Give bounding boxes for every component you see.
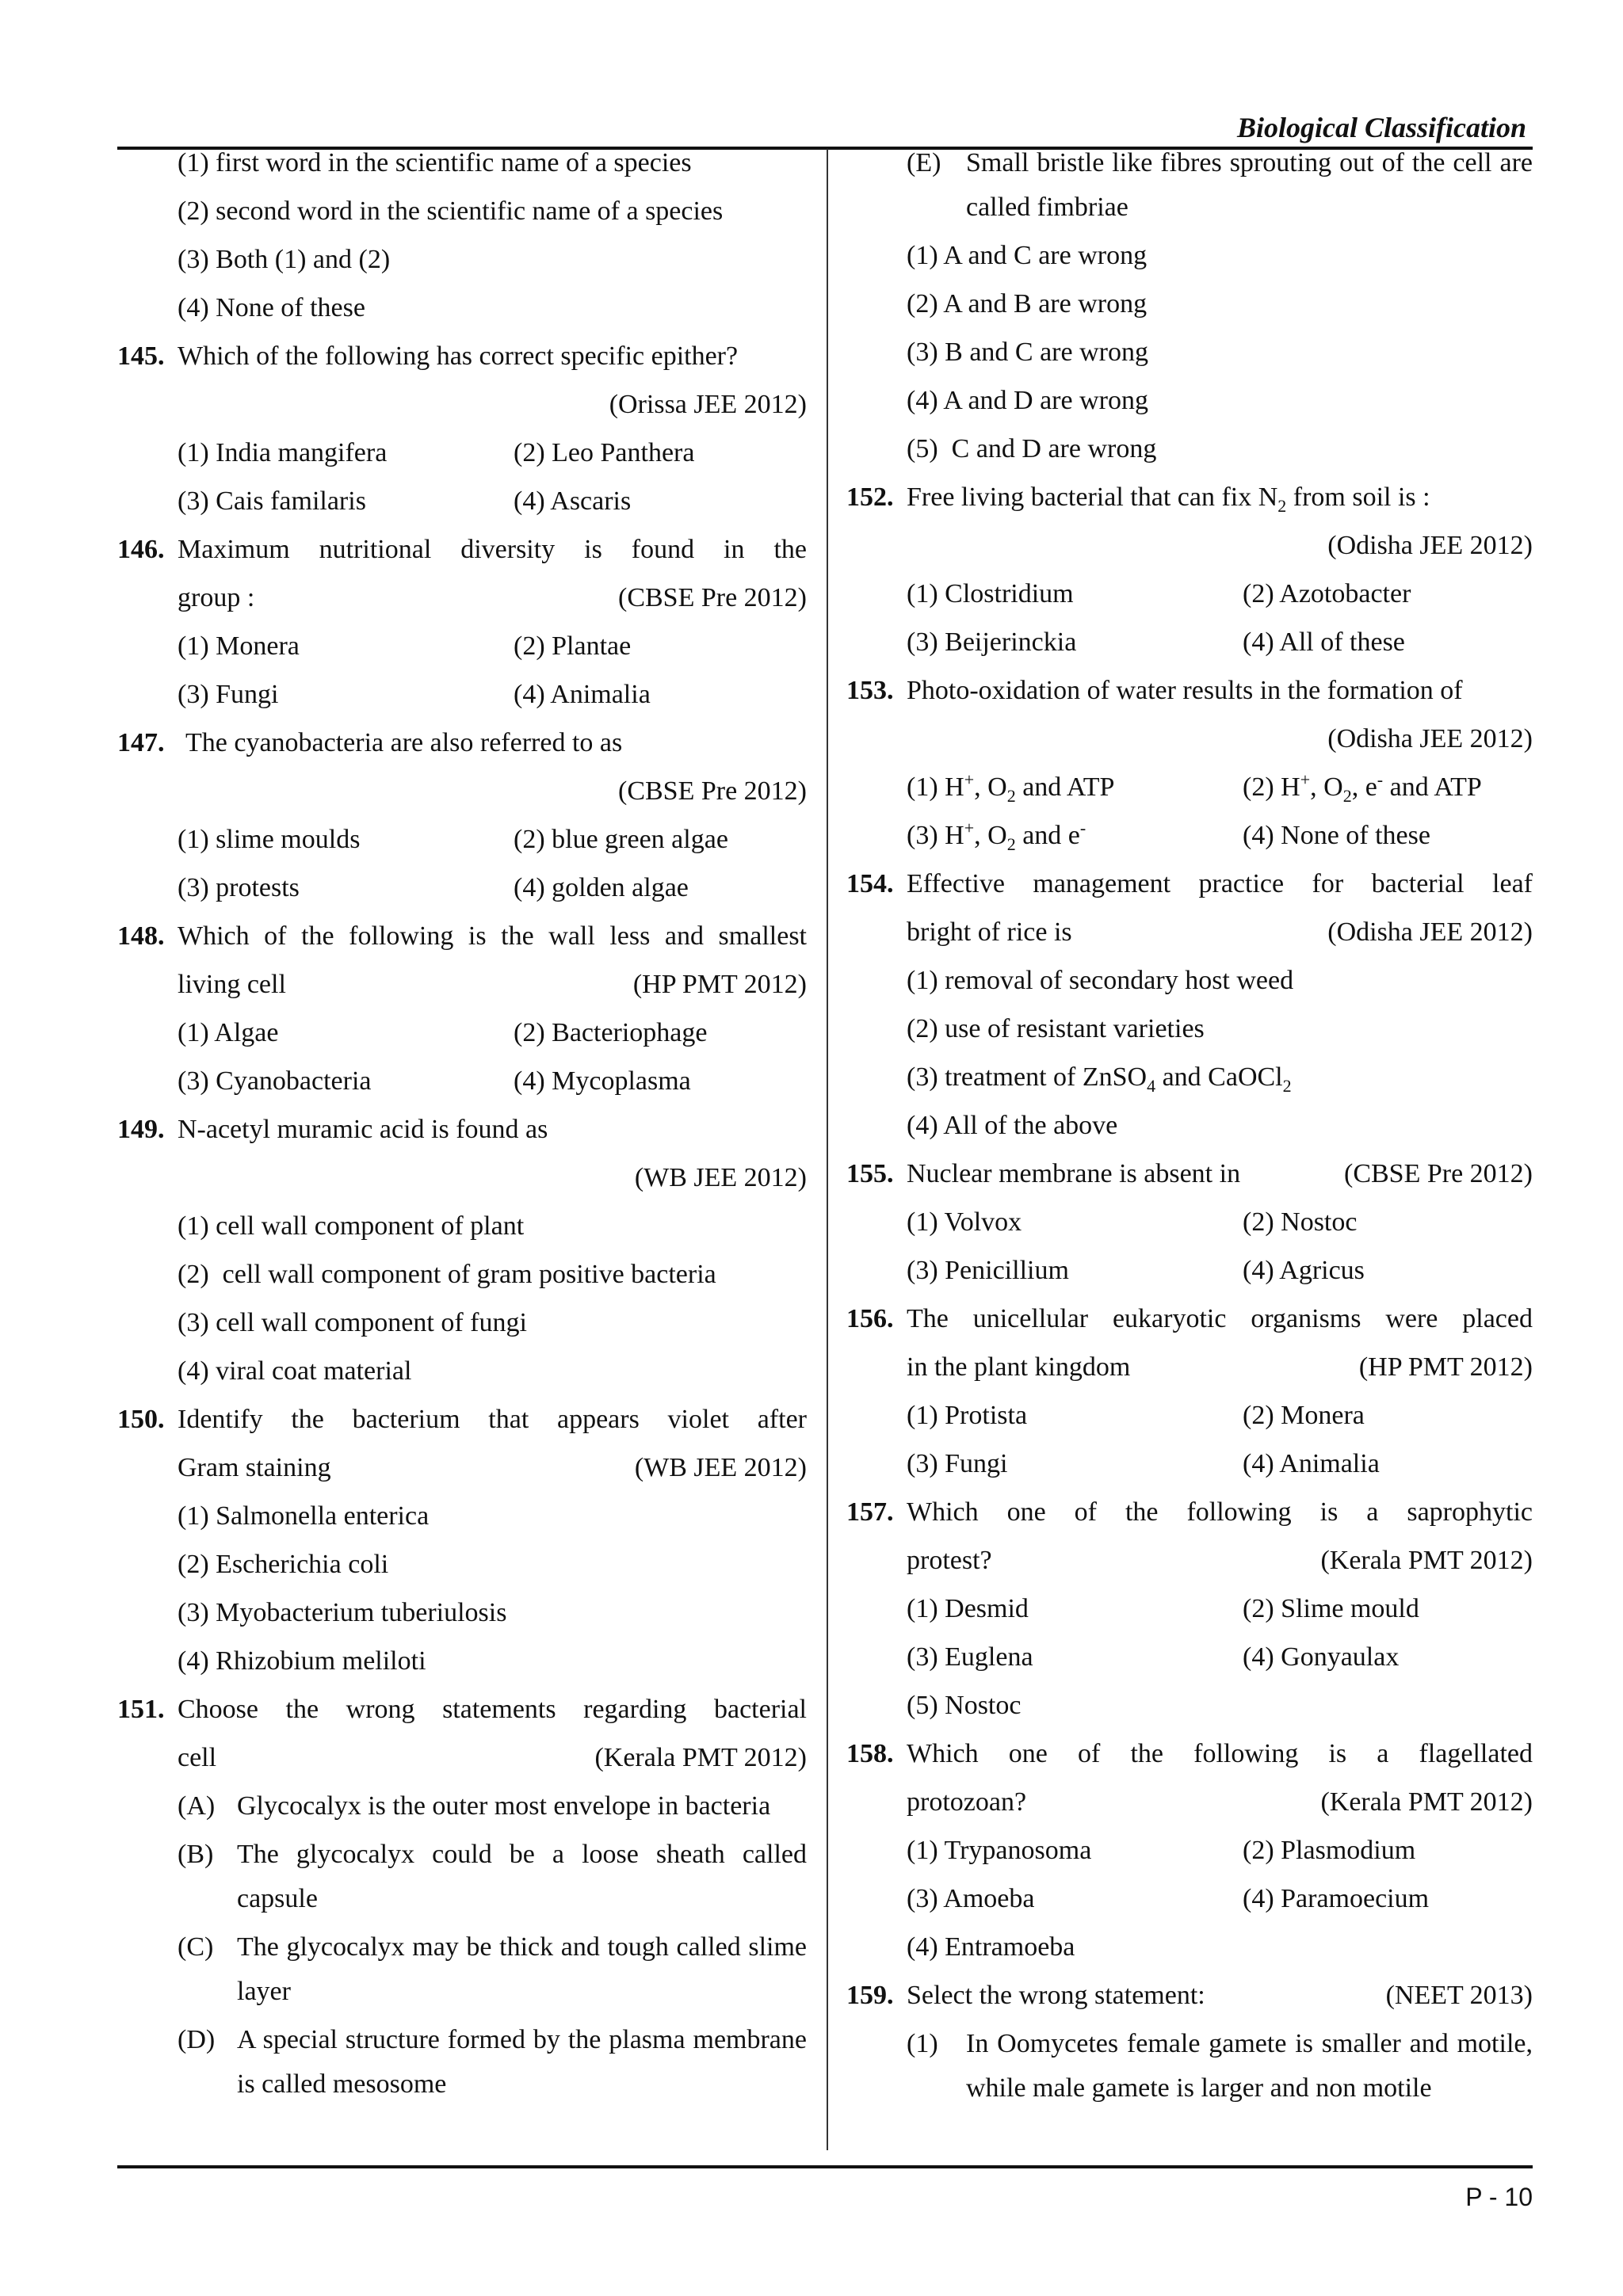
question-number: 157. [846,1497,894,1527]
source-tag: (NEET 2013) [1385,1981,1533,2010]
question-text: Gram staining [178,1453,331,1482]
question-number: 150. [117,1405,165,1434]
question-text: Maximum nutritional diversity is found in the [178,535,807,564]
statement-b: (B) The glycocalyx could be a loose sheath called capsule [178,1840,807,1913]
question-text: The cyanobacteria are also referred to as [185,728,623,757]
source-tag: (Odisha JEE 2012) [1327,917,1533,947]
question-147 [117,721,807,914]
option: (1) Algae [178,1018,279,1047]
question-number: 145. [117,341,165,371]
question-number: 156. [846,1304,894,1333]
option: (4) Animalia [514,680,651,709]
option: (4) Ascaris [514,486,632,516]
option: (3) cell wall component of fungi [178,1308,527,1337]
option: (4) Paramoecium [1243,1884,1430,1913]
option: (1) Volvox [907,1207,1022,1237]
question-number: 151. [117,1695,165,1724]
question-number: 158. [846,1739,894,1768]
question-text: Free living bacterial that can fix $N_2$ from soil is : [907,482,1430,516]
question-text: Which one of the following is a flagellated [907,1739,1533,1768]
option: (4) All of the above [907,1111,1118,1140]
option: (3) Cyanobacteria [178,1066,372,1096]
source-tag: (CBSE Pre 2012) [618,776,807,806]
question-text: cell [178,1743,217,1772]
option: (2) Plasmodium [1243,1836,1416,1865]
option: (1) removal of secondary host weed [907,966,1294,995]
statement-a: (A) Glycocalyx is the outer most envelope in bacteria [178,1791,771,1821]
option: (3) Fungi [178,680,279,709]
question-text: Effective management practice for bacterial leaf [907,869,1533,898]
source-tag: (WB JEE 2012) [634,1453,807,1482]
option: (3) Myobacterium tuberiulosis [178,1598,507,1627]
option: (1) slime moulds [178,825,361,854]
option: (3) Both (1) and (2) [178,245,391,274]
option: (4) Entramoeba [907,1932,1075,1962]
statement-1: (1) In Oomycetes female gamete is smaller and motile, while male gamete is larger and non motile [907,2029,1533,2103]
source-tag: (CBSE Pre 2012) [618,583,807,612]
question-number: 146. [117,535,165,564]
option: (4) Agricus [1243,1256,1365,1285]
option: (2) Slime mould [1243,1594,1419,1623]
option: (1) Clostridium [907,579,1074,608]
option: (5) C and D are wrong [907,434,1157,463]
option: (2) Escherichia coli [178,1550,389,1579]
option: (3) Euglena [907,1642,1033,1672]
option: (3) Penicillium [907,1256,1069,1285]
option: (2) blue green algae [514,825,728,854]
option: (2) Azotobacter [1243,579,1411,608]
option: (3) B and C are wrong [907,338,1148,367]
question-number: 159. [846,1981,894,2010]
question-153 [846,669,1533,862]
option: (2) Nostoc [1243,1207,1358,1237]
question-152 [846,475,1533,669]
statement-d: (D) A special structure formed by the plasma membrane is called mesosome [178,2025,807,2099]
question-text: protest? [907,1546,992,1575]
question-150 [117,1398,807,1688]
option: (1) A and C are wrong [907,241,1148,270]
option: (4) Animalia [1243,1449,1380,1478]
question-text: N-acetyl muramic acid is found as [178,1115,548,1144]
option: (3) protests [178,873,300,902]
question-text: group : [178,583,255,612]
source-tag: (Kerala PMT 2012) [1320,1546,1533,1575]
option: (3) Fungi [907,1449,1008,1478]
option: (1) Desmid [907,1594,1029,1623]
question-158 [846,1732,1533,1974]
left-column [117,141,807,2111]
option: (2) Bacteriophage [514,1018,708,1047]
question-number: 148. [117,921,165,951]
question-156 [846,1297,1533,1490]
source-tag: (WB JEE 2012) [634,1163,807,1192]
option: (4) All of these [1243,627,1405,657]
option: (4) None of these [178,293,365,322]
question-146 [117,528,807,721]
question-text: Which one of the following is a saprophytic [907,1497,1533,1527]
question-number: 147. [117,728,165,757]
option: (3) H+, $O_2$ and e- [907,818,1086,854]
option: (2) Plantae [514,631,632,661]
question-text: Photo-oxidation of water results in the formation of [907,676,1463,705]
source-tag: (Kerala PMT 2012) [594,1743,807,1772]
question-text: in the plant kingdom [907,1352,1131,1382]
question-159 [846,1974,1533,2111]
option: (2) Leo Panthera [514,438,695,467]
question-text: living cell [178,970,286,999]
option: (1) Protista [907,1401,1028,1430]
option: (1) first word in the scientific name of a species [178,148,692,177]
question-148 [117,914,807,1108]
option: (4) A and D are wrong [907,386,1148,415]
source-tag: (HP PMT 2012) [1358,1352,1533,1382]
question-text: Choose the wrong statements regarding bacterial [178,1695,807,1724]
question-text: Identify the bacterium that appears violet after [178,1405,807,1434]
option: (4) golden algae [514,873,689,902]
option: (1) Trypanosoma [907,1836,1092,1865]
chapter-title: Biological Classification [1236,112,1526,143]
option: (1) cell wall component of plant [178,1211,525,1241]
option: (1) Salmonella enterica [178,1501,430,1531]
question-155 [846,1152,1533,1297]
source-tag: (Odisha JEE 2012) [1327,531,1533,560]
question-text: Select the wrong statement: [907,1981,1205,2010]
source-tag: (CBSE Pre 2012) [1344,1159,1533,1188]
option: (1) Monera [178,631,300,661]
option: (2) second word in the scientific name of a species [178,196,724,226]
question-text: Nuclear membrane is absent in [907,1159,1241,1188]
option: (3) treatment of ZnSO$_4$ and CaOCl$_2$ [907,1062,1292,1096]
question-154 [846,862,1533,1152]
question-145 [117,334,807,528]
question-number: 149. [117,1115,165,1144]
statement-e: (E) Small bristle like fibres sprouting out of the cell are called fimbriae [907,148,1533,222]
option: (1) India mangifera [178,438,388,467]
footer-rule [117,2165,1533,2168]
question-157 [846,1490,1533,1732]
option: (4) Rhizobium meliloti [178,1646,426,1676]
option: (2) A and B are wrong [907,289,1148,318]
source-tag: (Kerala PMT 2012) [1320,1787,1533,1817]
option: (3) Cais familaris [178,486,366,516]
option: (4) Mycoplasma [514,1066,691,1096]
right-column [846,141,1533,2115]
question-text: Which of the following has correct specific epither? [178,341,739,371]
column-divider [827,149,828,2150]
page-number: P - 10 [1465,2183,1533,2211]
question-text: The unicellular eukaryotic organisms were placed [907,1304,1533,1333]
option: (2) Monera [1243,1401,1365,1430]
option: (2) cell wall component of gram positive bacteria [178,1260,716,1289]
question-149 [117,1108,807,1398]
option: (4) Gonyaulax [1243,1642,1400,1672]
option: (2) use of resistant varieties [907,1014,1205,1043]
source-tag: (Orissa JEE 2012) [609,390,807,419]
option: (5) Nostoc [907,1691,1022,1720]
source-tag: (Odisha JEE 2012) [1327,724,1533,753]
option: (3) Amoeba [907,1884,1035,1913]
question-text: bright of rice is [907,917,1072,947]
option: (4) None of these [1243,821,1430,850]
question-text: Which of the following is the wall less and smallest [178,921,807,951]
question-number: 152. [846,482,894,512]
option: (3) Beijerinckia [907,627,1077,657]
source-tag: (HP PMT 2012) [632,970,807,999]
option: (2) H+, $O_2$, e- and ATP [1243,769,1482,806]
option: (4) viral coat material [178,1356,412,1386]
statement-c: (C) The glycocalyx may be thick and tough called slime layer [178,1932,807,2006]
question-text: protozoan? [907,1787,1027,1817]
question-number: 155. [846,1159,894,1188]
question-number: 153. [846,676,894,705]
option: (1) H+, $O_2$ and ATP [907,769,1115,806]
question-number: 154. [846,869,894,898]
question-151 [117,1688,807,2107]
